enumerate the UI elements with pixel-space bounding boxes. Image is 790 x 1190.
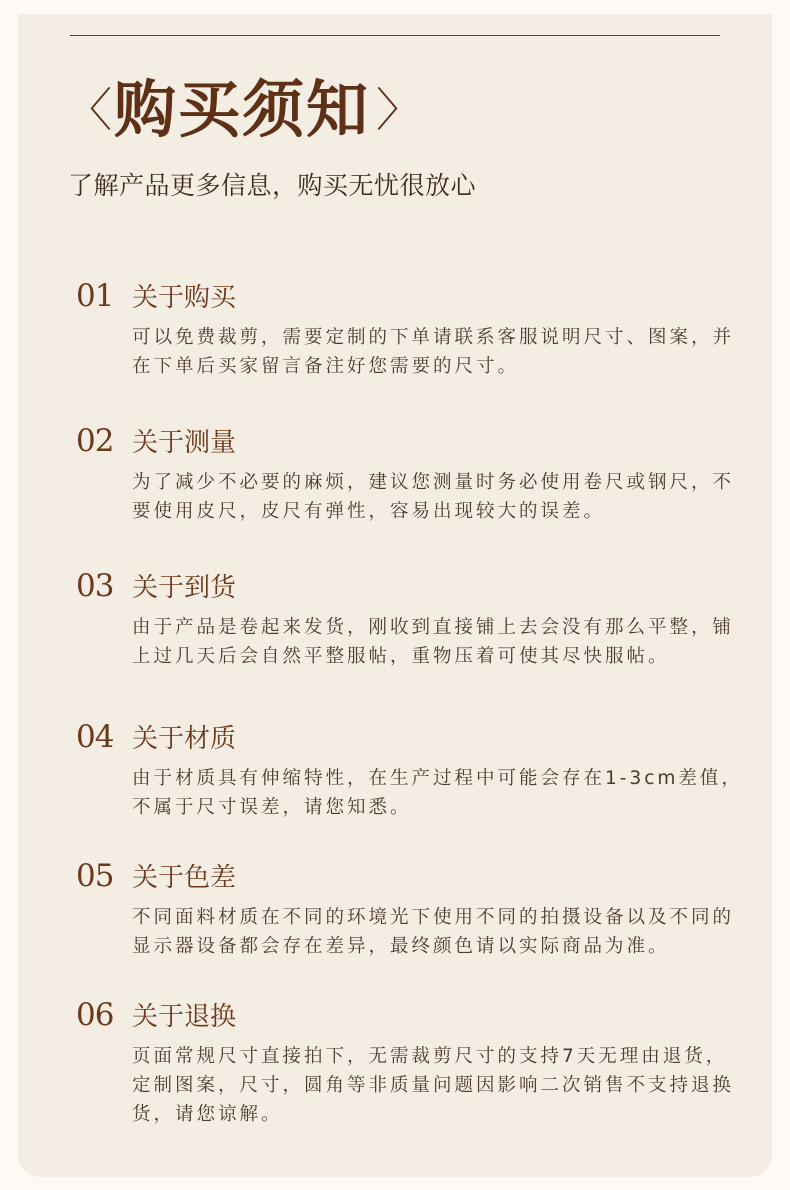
right-bracket-icon: 〉 — [376, 83, 423, 137]
section-number: 03 — [76, 568, 114, 604]
section-delivery — [76, 566, 746, 671]
section-returns — [76, 995, 746, 1129]
section-purchase — [76, 276, 746, 381]
section-title: 关于退换 — [132, 1002, 237, 1032]
section-number: 02 — [76, 423, 114, 459]
section-material — [76, 717, 746, 822]
page-subtitle: 了解产品更多信息，购买无忧很放心 — [68, 171, 477, 200]
section-number: 06 — [76, 997, 114, 1033]
section-body: 页面常规尺寸直接拍下，无需裁剪尺寸的支持7天无理由退货，定制图案，尺寸，圆角等非质量问题因影响二次销售不支持退换货，请您谅解。 — [132, 1046, 735, 1125]
section-body: 由于材质具有伸缩特性，在生产过程中可能会存在1-3cm差值，不属于尺寸误差，请您知悉。 — [132, 768, 743, 818]
page-top-strip — [0, 0, 790, 14]
page-title: 购买须知 — [114, 73, 371, 146]
section-body: 由于产品是卷起来发货，刚收到直接铺上去会没有那么平整，铺上过几天后会自然平整服帖，重物压着可使其尽快服帖。 — [132, 617, 735, 667]
section-number: 04 — [76, 719, 114, 755]
section-title: 关于材质 — [132, 724, 237, 754]
section-body: 不同面料材质在不同的环境光下使用不同的拍摄设备以及不同的显示器设备都会存在差异，最终颜色请以实际商品为准。 — [132, 907, 735, 957]
section-measurement — [76, 421, 746, 526]
section-number: 01 — [76, 278, 114, 314]
page-heading — [66, 72, 423, 148]
section-body: 为了减少不必要的麻烦，建议您测量时务必使用卷尺或钢尺，不要使用皮尺，皮尺有弹性，容易出现较大的误差。 — [132, 472, 735, 522]
section-title: 关于测量 — [132, 428, 237, 458]
left-bracket-icon: 〈 — [66, 83, 112, 137]
section-title: 关于购买 — [132, 283, 237, 313]
top-divider — [70, 35, 720, 36]
section-title: 关于到货 — [132, 573, 237, 603]
section-title: 关于色差 — [132, 863, 237, 893]
section-color-difference — [76, 856, 746, 961]
section-number: 05 — [76, 858, 114, 894]
section-body: 可以免费裁剪，需要定制的下单请联系客服说明尺寸、图案，并在下单后买家留言备注好您需要的尺寸。 — [132, 327, 735, 377]
